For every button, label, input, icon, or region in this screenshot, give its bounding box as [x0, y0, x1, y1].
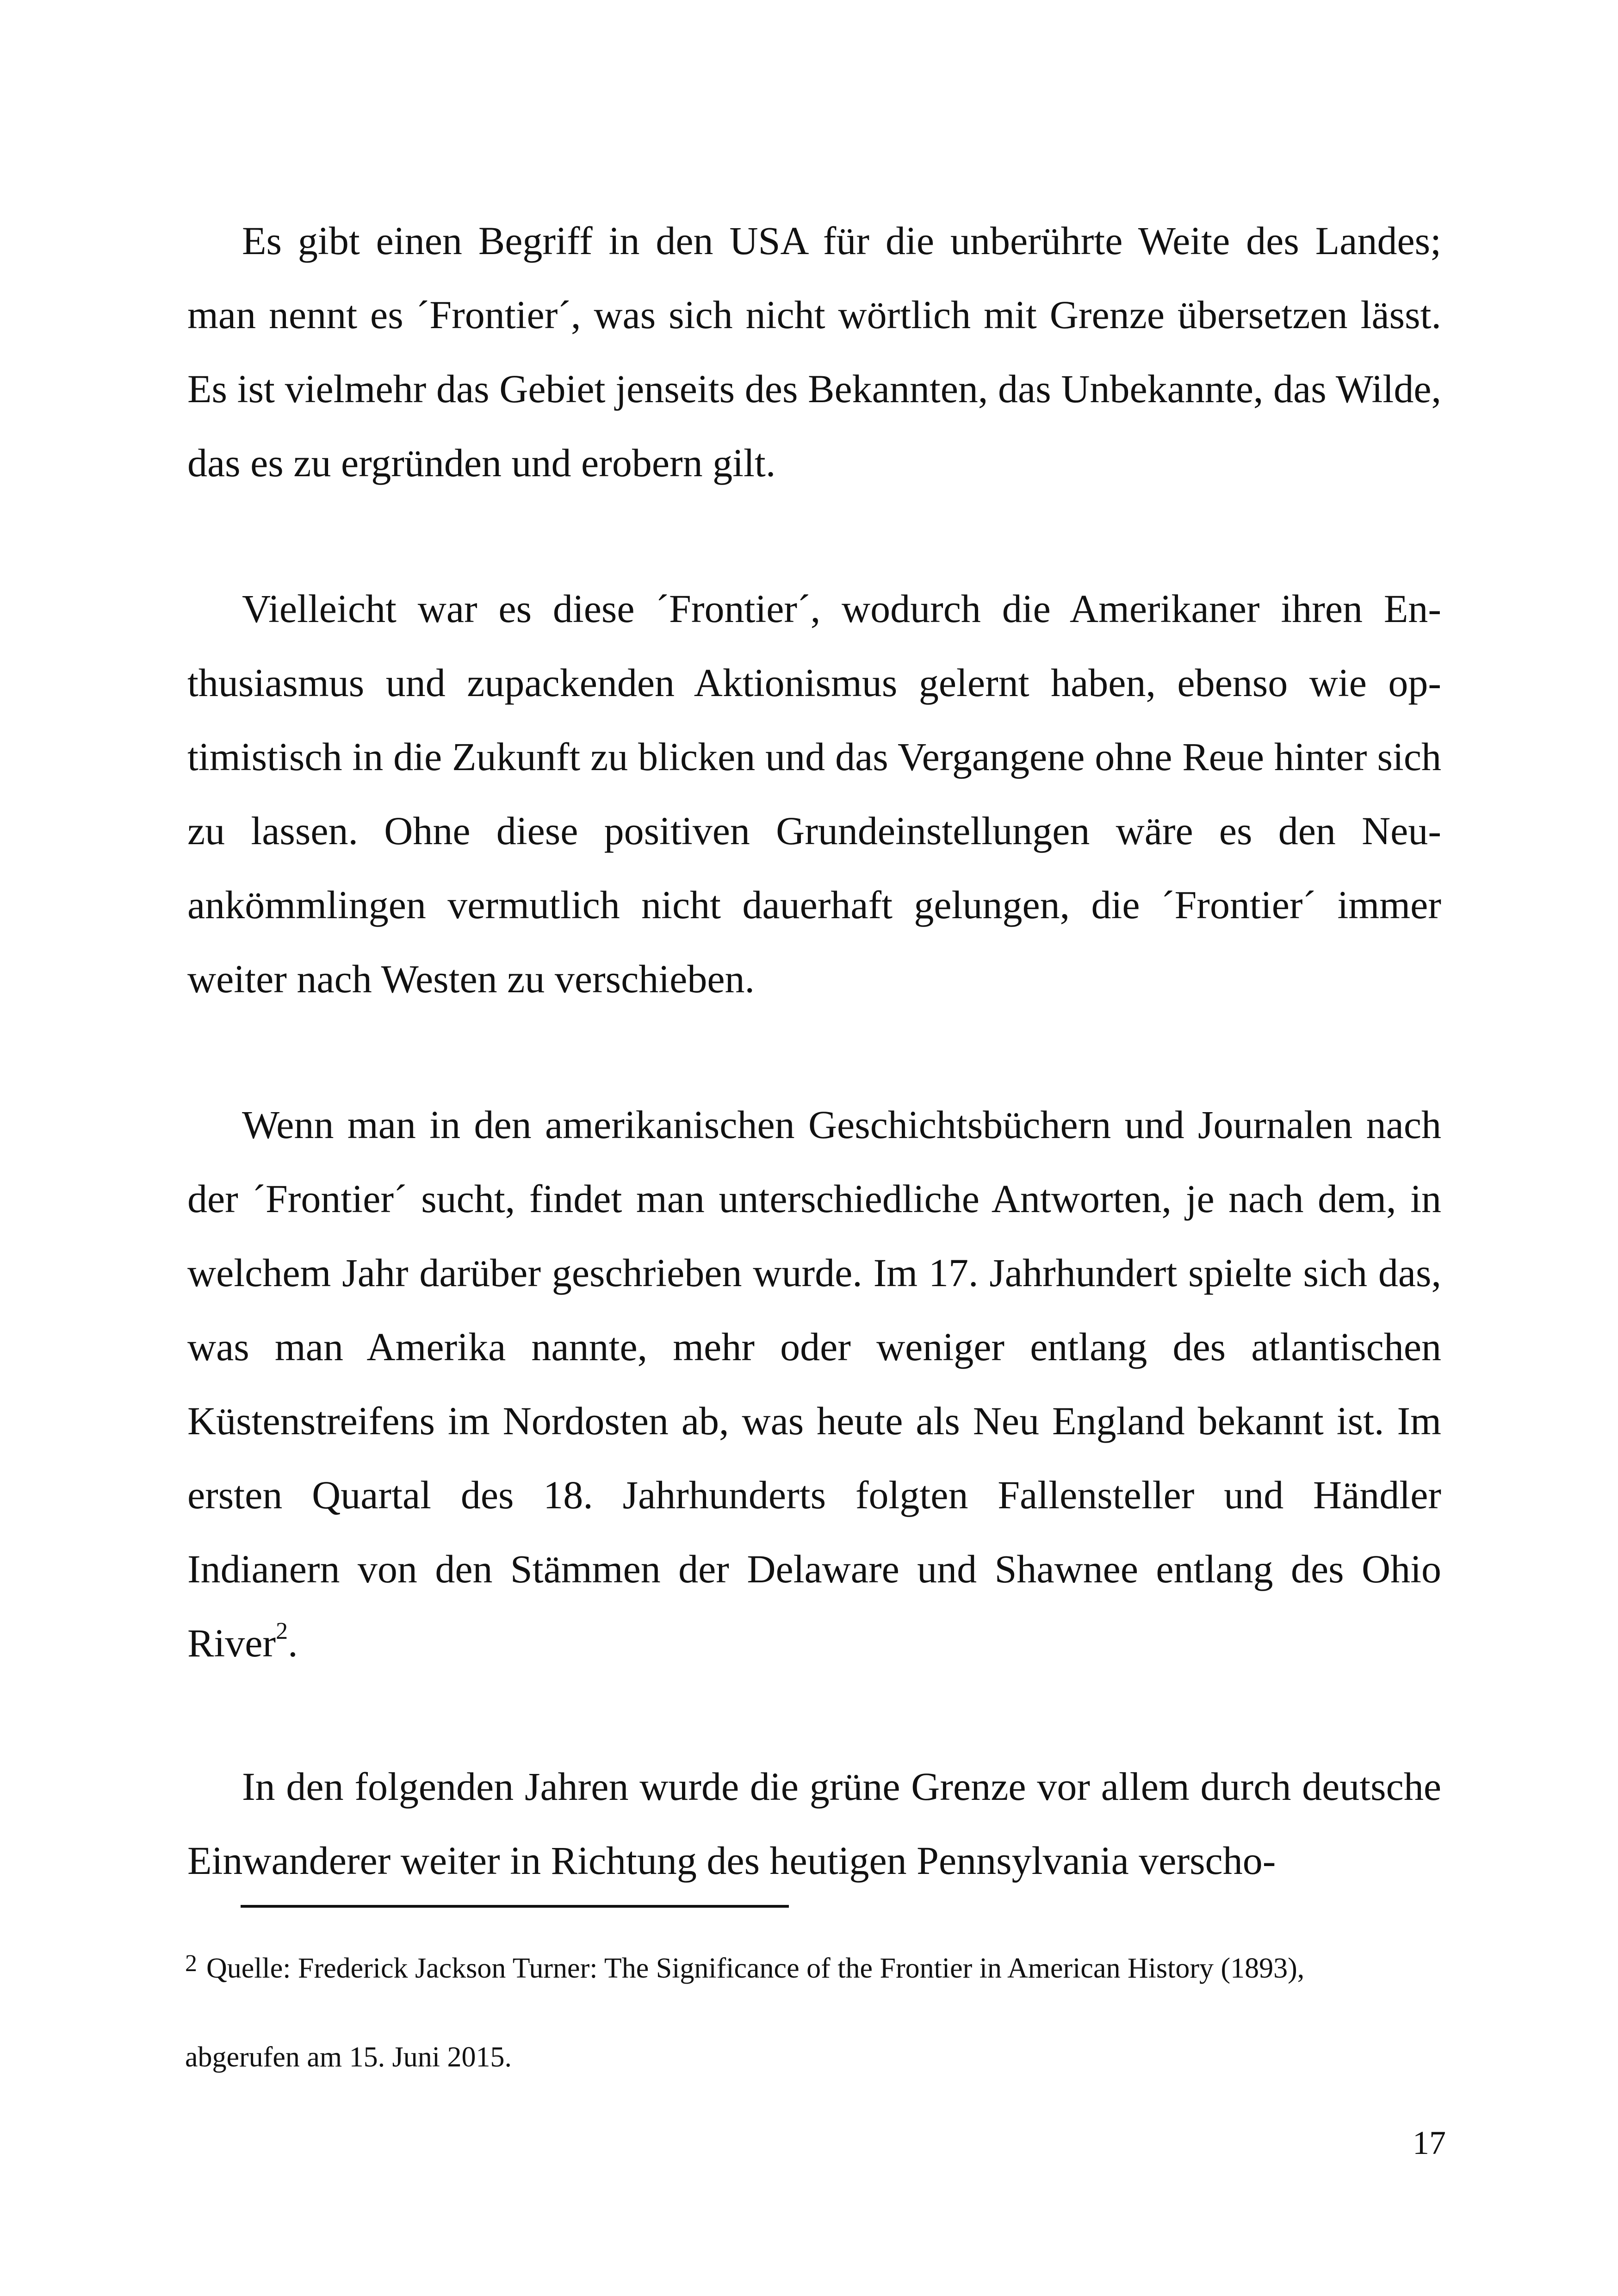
- paragraph-4: [187, 1749, 1441, 1898]
- paragraph-1-text: Es gibt einen Begriff in den USA für die unberührte Weite des Landes; man nennt es ´Frontier´, was sich nicht wörtlich mit Grenze übersetzen lässt. Es ist vielmehr das Gebiet jenseits des Bekannten, das Unbekannte, das Wilde, das es zu ergründen und erobern gilt.: [187, 218, 1441, 485]
- paragraph-2-text: Vielleicht war es diese ´Frontier´, wodurch die Amerikaner ihren Enthusiasmus und zupackenden Aktionismus gelernt haben, ebenso wie optimistisch in die Zukunft zu blicken und das Vergangene ohne Reue hinter sich zu lassen. Ohne diese positiven Grundeinstellungen wäre es den Neuankömmlingen vermutlich nicht dauerhaft gelungen, die ´Frontier´ immer weiter nach Westen zu verschieben.: [187, 586, 1441, 1001]
- footnote-line-2: abgerufen am 15. Juni 2015.: [185, 2041, 512, 2073]
- paragraph-3: [187, 1088, 1441, 1680]
- paragraph-4-text: In den folgenden Jahren wurde die grüne Grenze vor allem durch deutsche Einwanderer weiter in Richtung des heutigen Pennsylvania verscho-: [187, 1764, 1441, 1883]
- footnote: [185, 1946, 1444, 2079]
- paragraph-2: [187, 572, 1441, 1016]
- footnote-separator: [241, 1905, 789, 1908]
- paragraph-3-text: Wenn man in den amerikanischen Geschichtsbüchern und Journalen nach der ´Frontier´ sucht, findet man unterschiedliche Antworten, je nach dem, in welchem Jahr darüber geschrieben wurde. Im 17. Jahrhundert spielte sich das, was man Amerika nannte, mehr oder weniger entlang des atlantischen Küstenstreifens im Nordosten ab, was heute als Neu England bekannt ist. Im ersten Quartal des 18. Jahrhunderts folgten Fallensteller und Händler Indianern von den Stämmen der Delaware und Shawnee entlang des Ohio River: [187, 1102, 1441, 1665]
- paragraph-1: [187, 204, 1441, 500]
- paragraph-3-end: .: [288, 1621, 298, 1665]
- page-number: 17: [1413, 2124, 1446, 2161]
- body-text: [187, 204, 1441, 1898]
- footnote-reference: 2: [276, 1618, 288, 1645]
- footnote-line-1: Quelle: Frederick Jackson Turner: The Significance of the Frontier in American History (1893),: [206, 1953, 1305, 1984]
- footnote-mark: 2: [185, 1950, 197, 1977]
